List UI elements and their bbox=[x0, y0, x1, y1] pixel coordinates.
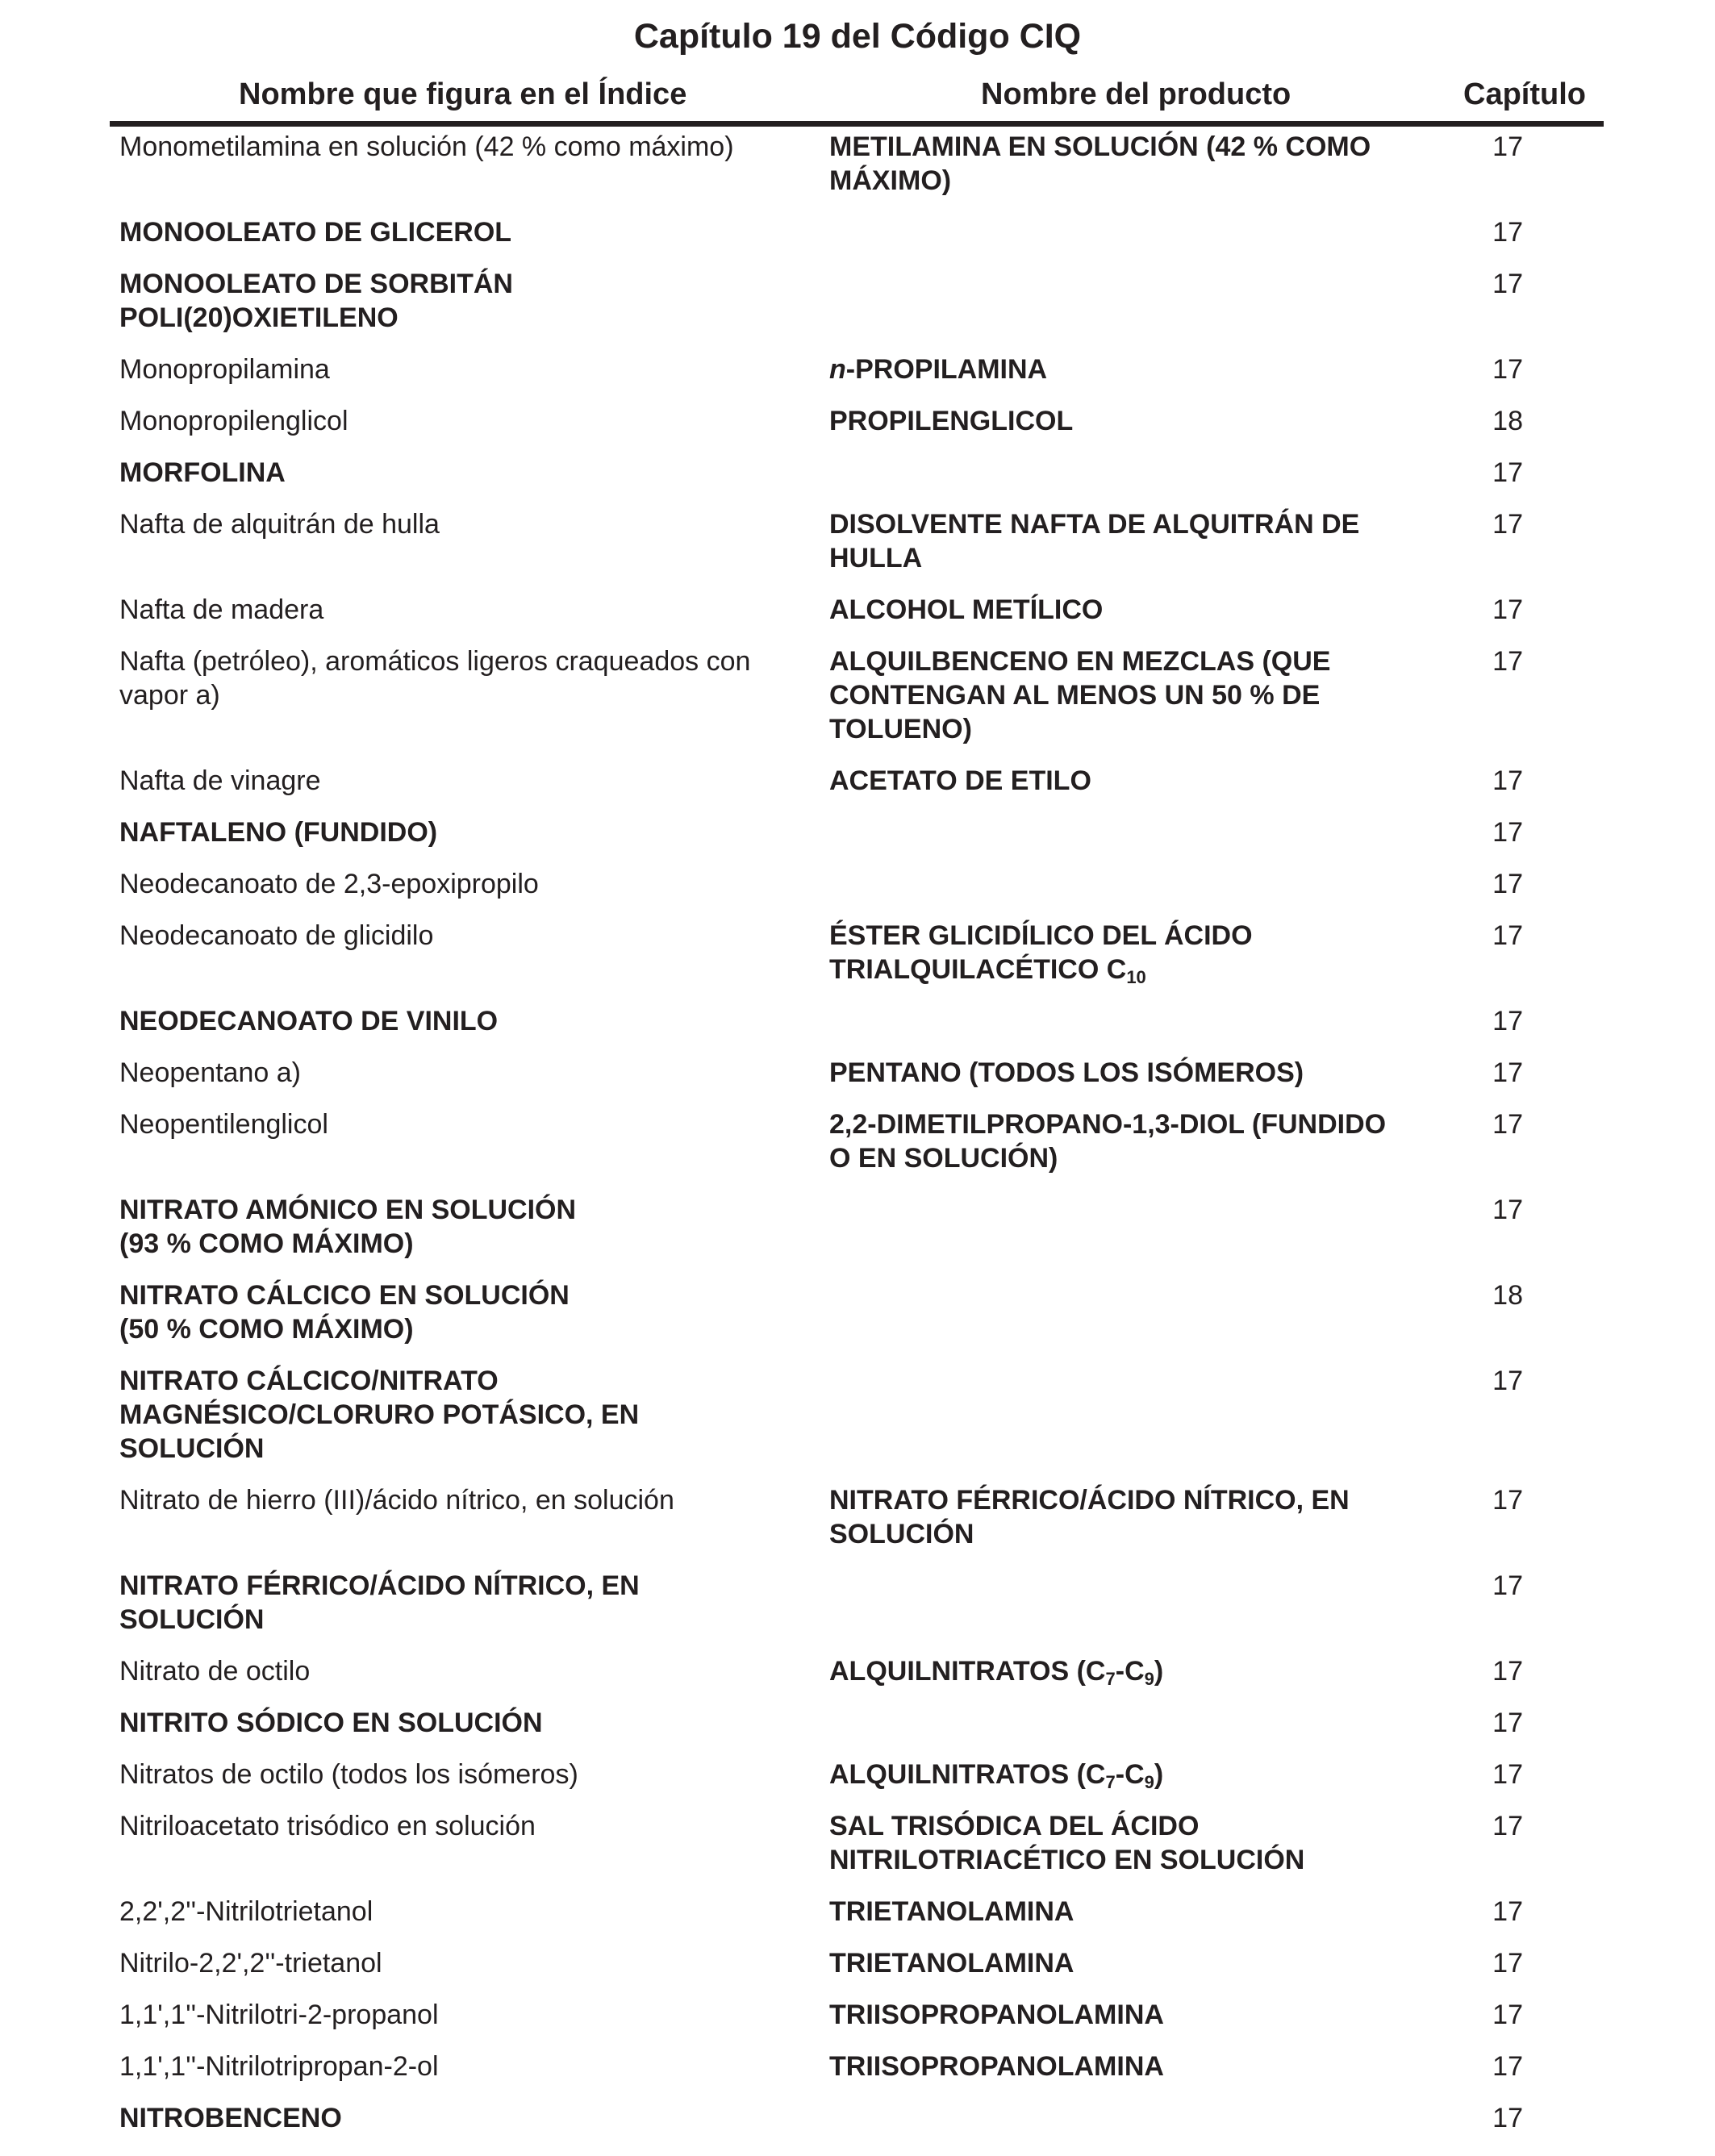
product-name-cell: NITRATO FÉRRICO/ÁCIDO NÍTRICO, EN SOLUCIÓN bbox=[829, 1485, 1350, 1549]
index-name-cell: Nafta de vinagre bbox=[119, 765, 321, 796]
index-name-cell: Nitrato de hierro (III)/ácido nítrico, en solución bbox=[119, 1485, 674, 1516]
column-header-product-name: Nombre del producto bbox=[981, 77, 1291, 111]
table-row bbox=[110, 1569, 1604, 1654]
table-row bbox=[110, 1946, 1604, 1998]
index-name-cell: Monopropilamina bbox=[119, 354, 330, 385]
index-name-cell: Nitriloacetato trisódico en solución bbox=[119, 1811, 536, 1841]
chapter-cell: 17 bbox=[1492, 869, 1523, 899]
header-rule bbox=[110, 121, 1604, 127]
table-row bbox=[110, 1193, 1604, 1278]
chapter-cell: 17 bbox=[1492, 1811, 1523, 1841]
chapter-cell: 17 bbox=[1492, 217, 1523, 248]
index-name-cell: MONOOLEATO DE SORBITÁN POLI(20)OXIETILENO bbox=[119, 269, 513, 333]
chapter-cell: 17 bbox=[1492, 594, 1523, 625]
index-name-cell: MONOOLEATO DE GLICEROL bbox=[119, 217, 512, 248]
product-name-cell: 2,2-DIMETILPROPANO-1,3-DIOL (FUNDIDO O EN SOLUCIÓN) bbox=[829, 1109, 1387, 1174]
table-row bbox=[110, 1278, 1604, 1364]
product-name-cell: TRIETANOLAMINA bbox=[829, 1948, 1074, 1979]
index-name-cell: Nafta (petróleo), aromáticos ligeros craqueados con vapor a) bbox=[119, 646, 751, 711]
chapter-cell: 18 bbox=[1492, 406, 1523, 436]
index-table bbox=[110, 127, 1604, 2153]
chapter-cell: 17 bbox=[1492, 1896, 1523, 1927]
chapter-cell: 17 bbox=[1492, 1366, 1523, 1396]
table-row bbox=[110, 1364, 1604, 1483]
product-name-cell: ALQUILBENCENO EN MEZCLAS (QUE CONTENGAN AL MENOS UN 50 % DE TOLUENO) bbox=[829, 646, 1331, 744]
table-row bbox=[110, 1758, 1604, 1809]
product-name-cell: PENTANO (TODOS LOS ISÓMEROS) bbox=[829, 1057, 1304, 1088]
index-name-cell: Nitratos de octilo (todos los isómeros) bbox=[119, 1759, 578, 1790]
index-name-cell: Monometilamina en solución (42 % como máximo) bbox=[119, 131, 734, 162]
table-row bbox=[110, 644, 1604, 764]
table-row bbox=[110, 1004, 1604, 1056]
table-row bbox=[110, 2050, 1604, 2101]
index-name-cell: Nafta de alquitrán de hulla bbox=[119, 509, 440, 540]
index-name-cell: Monopropilenglicol bbox=[119, 406, 348, 436]
chapter-cell: 17 bbox=[1492, 1006, 1523, 1036]
table-row bbox=[110, 1056, 1604, 1107]
chapter-cell: 17 bbox=[1492, 1759, 1523, 1790]
chapter-cell: 17 bbox=[1492, 1656, 1523, 1687]
chapter-cell: 17 bbox=[1492, 1195, 1523, 1225]
product-name-cell: PROPILENGLICOL bbox=[829, 406, 1074, 436]
table-row bbox=[110, 1107, 1604, 1193]
index-name-cell: NITRATO CÁLCICO/NITRATO MAGNÉSICO/CLORURO POTÁSICO, EN SOLUCIÓN bbox=[119, 1366, 640, 1464]
table-row bbox=[110, 593, 1604, 644]
column-header-index-name: Nombre que figura en el Índice bbox=[239, 77, 687, 111]
chapter-cell: 17 bbox=[1492, 1570, 1523, 1601]
table-header bbox=[110, 69, 1604, 119]
index-name-cell: MORFOLINA bbox=[119, 457, 286, 488]
chapter-cell: 17 bbox=[1492, 1948, 1523, 1979]
chapter-cell: 17 bbox=[1492, 354, 1523, 385]
chapter-cell: 17 bbox=[1492, 765, 1523, 796]
product-name-cell: TRIETANOLAMINA bbox=[829, 1896, 1074, 1927]
index-name-cell: NEODECANOATO DE VINILO bbox=[119, 1006, 499, 1036]
column-header-chapter: Capítulo bbox=[1463, 77, 1586, 111]
index-name-cell: Neodecanoato de 2,3-epoxipropilo bbox=[119, 869, 539, 899]
table-row bbox=[110, 764, 1604, 815]
product-name-cell: ALQUILNITRATOS $(C_7-C_9)$ bbox=[829, 1759, 1164, 1792]
index-name-cell: NITRATO AMÓNICO EN SOLUCIÓN (93 % COMO MÁXIMO) bbox=[119, 1195, 577, 1259]
index-name-cell: 1,1',1''-Nitrilotripropan-2-ol bbox=[119, 2051, 439, 2082]
index-name-cell: NITRATO FÉRRICO/ÁCIDO NÍTRICO, EN SOLUCIÓN bbox=[119, 1570, 640, 1635]
product-name-cell: METILAMINA EN SOLUCIÓN (42 % COMO MÁXIMO) bbox=[829, 131, 1371, 196]
table-row bbox=[110, 267, 1604, 352]
table-row bbox=[110, 1654, 1604, 1706]
product-name-cell: ALCOHOL METÍLICO bbox=[829, 594, 1104, 625]
product-name-cell: SAL TRISÓDICA DEL ÁCIDO NITRILOTRIACÉTICO EN SOLUCIÓN bbox=[829, 1811, 1305, 1875]
table-row bbox=[110, 1998, 1604, 2050]
index-name-cell: Nitrilo-2,2',2''-trietanol bbox=[119, 1948, 382, 1979]
index-name-cell: 2,2',2''-Nitrilotrietanol bbox=[119, 1896, 373, 1927]
chapter-cell: 17 bbox=[1492, 1485, 1523, 1516]
index-name-cell: Nitrato de octilo bbox=[119, 1656, 311, 1687]
index-name-cell: Nafta de madera bbox=[119, 594, 324, 625]
table-row bbox=[110, 507, 1604, 593]
chapter-cell: 17 bbox=[1492, 2103, 1523, 2133]
product-name-cell: TRIISOPROPANOLAMINA bbox=[829, 2000, 1164, 2030]
index-name-cell: NITRITO SÓDICO EN SOLUCIÓN bbox=[119, 1708, 543, 1738]
table-row bbox=[110, 815, 1604, 867]
product-name-cell: n-PROPILAMINA bbox=[829, 354, 1048, 385]
chapter-cell: 17 bbox=[1492, 457, 1523, 488]
chapter-cell: 17 bbox=[1492, 509, 1523, 540]
table-row bbox=[110, 919, 1604, 1004]
table-row bbox=[110, 1483, 1604, 1569]
product-name-cell: TRIISOPROPANOLAMINA bbox=[829, 2051, 1164, 2082]
table-row bbox=[110, 404, 1604, 456]
index-name-cell: NITRATO CÁLCICO EN SOLUCIÓN (50 % COMO MÁXIMO) bbox=[119, 1280, 570, 1345]
index-name-cell: 1,1',1''-Nitrilotri-2-propanol bbox=[119, 2000, 439, 2030]
index-name-cell: NAFTALENO (FUNDIDO) bbox=[119, 817, 438, 848]
table-row bbox=[110, 456, 1604, 507]
table-row bbox=[110, 352, 1604, 404]
chapter-cell: 17 bbox=[1492, 131, 1523, 162]
chapter-cell: 17 bbox=[1492, 817, 1523, 848]
chapter-cell: 18 bbox=[1492, 1280, 1523, 1311]
chapter-cell: 17 bbox=[1492, 1109, 1523, 1140]
chapter-cell: 17 bbox=[1492, 2051, 1523, 2082]
product-name-cell: ALQUILNITRATOS $(C_7-C_9)$ bbox=[829, 1656, 1164, 1689]
table-row bbox=[110, 2101, 1604, 2153]
index-name-cell: NITROBENCENO bbox=[119, 2103, 342, 2133]
table-row bbox=[110, 215, 1604, 267]
table-row bbox=[110, 1706, 1604, 1758]
chapter-cell: 17 bbox=[1492, 646, 1523, 677]
chapter-cell: 17 bbox=[1492, 2000, 1523, 2030]
table-row bbox=[110, 867, 1604, 919]
table-row bbox=[110, 1895, 1604, 1946]
product-name-cell: ÉSTER GLICIDÍLICO DEL ÁCIDO TRIALQUILACÉTICO $C_{10}$ bbox=[829, 920, 1253, 987]
page-title: Capítulo 19 del Código CIQ bbox=[633, 17, 1082, 56]
chapter-cell: 17 bbox=[1492, 1057, 1523, 1088]
chapter-cell: 17 bbox=[1492, 920, 1523, 951]
index-name-cell: Neodecanoato de glicidilo bbox=[119, 920, 434, 951]
table-row bbox=[110, 1809, 1604, 1895]
table-row bbox=[110, 127, 1604, 215]
chapter-cell: 17 bbox=[1492, 1708, 1523, 1738]
product-name-cell: ACETATO DE ETILO bbox=[829, 765, 1091, 796]
index-name-cell: Neopentilenglicol bbox=[119, 1109, 328, 1140]
chapter-cell: 17 bbox=[1492, 269, 1523, 299]
product-name-cell: DISOLVENTE NAFTA DE ALQUITRÁN DE HULLA bbox=[829, 509, 1360, 573]
index-name-cell: Neopentano a) bbox=[119, 1057, 301, 1088]
